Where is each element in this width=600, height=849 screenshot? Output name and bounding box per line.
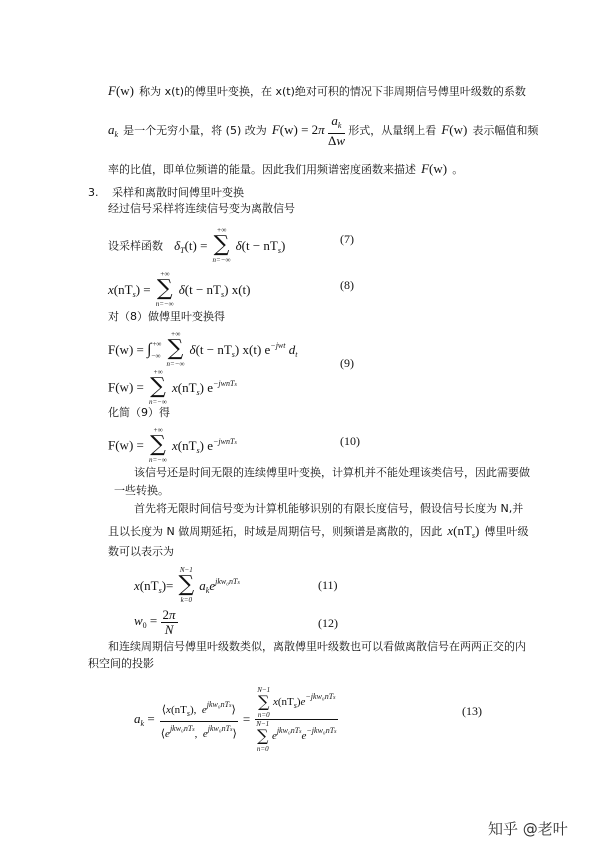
- section3-heading: [88, 186, 244, 200]
- section3-intro: 经过信号采样将连续信号变为离散信号: [108, 202, 295, 215]
- eq-number-10: (10): [340, 434, 360, 448]
- equation-9b: F(w) = +∞ ∑ n=−∞ $x(nT_s)$ $e^{-jwnTs}$: [108, 368, 237, 406]
- para1-line2-text-b: 形式，从量纲上看: [348, 123, 437, 137]
- formula-fw-2pi: F(w) = 2π $\frac{a_k}{\Delta w}$: [271, 113, 345, 148]
- equation-10: F(w) = +∞ ∑ n=−∞ $x(nT_s)$ $e^{-jwnTs}$: [108, 426, 237, 464]
- para-a-line1: 该信号还是时间无限的连续傅里叶变换，计算机并不能处理该类信号，因此需要做: [134, 466, 530, 479]
- para-b-line3: 数可以表示为: [108, 545, 174, 558]
- simplify-text: 化简（9）得: [108, 406, 170, 419]
- equation-9a: $F(w) = \int_{-\infty}^{+\infty}$ +∞ ∑ n=−∞ $\delta(t - nT_s)$ x(t) $e^{-jwt}$ $d_t$: [108, 330, 298, 368]
- para1-line2-text-c: 表示幅值和频: [472, 123, 539, 137]
- eq-number-9: (9): [340, 356, 354, 370]
- para1-line3-text-b: 。: [452, 163, 464, 176]
- para-b-line2: 且以长度为 N 做周期延拓，时域是周期信号，则频谱是离散的，因此 $x(nT_s)$ 傅里叶级: [108, 523, 529, 540]
- para1-line2: $a_k$ 是一个无穷小量，将 (5) 改为 F(w) = 2π $\frac{a_k}{\Delta w}$ 形式，从量纲上看 F(w) 表示幅值和频: [108, 113, 539, 148]
- para1-line2-text-a: 是一个无穷小量，将 (5) 改为: [123, 123, 267, 137]
- section-number: 3.: [88, 186, 99, 199]
- eq-number-8: (8): [340, 278, 354, 292]
- para-c-line2: 积空间的投影: [88, 657, 154, 670]
- sampling-label: 设采样函数: [108, 239, 163, 253]
- ft-of-8-text: 对（8）做傅里叶变换得: [108, 310, 225, 323]
- para1-line3: 率的比值，即单位频谱的能量。因此我们用频谱密度函数来描述 F(w) 。: [108, 161, 464, 176]
- para1-line3-text-a: 率的比值，即单位频谱的能量。因此我们用频谱密度函数来描述: [108, 163, 416, 176]
- equation-7: 设采样函数 $\delta_T(t)$ = +∞ ∑ n=−∞ $\delta(t - nT_s)$: [108, 226, 286, 264]
- watermark: 知乎 @老叶: [488, 820, 568, 838]
- para1-line1-text: 称为 x(t)的傅里叶变换，在 x(t)绝对可积的情况下非周期信号傅里叶级数的系数: [139, 85, 526, 98]
- eq-number-11: (11): [318, 578, 338, 592]
- eq-number-12: (12): [318, 616, 338, 630]
- equation-12: $w_0$ = $\frac{2\pi}{N}$: [134, 607, 176, 637]
- para-c-line1: 和连续周期信号傅里叶级数类似，离散傅里叶级数也可以看做离散信号在两两正交的内: [108, 640, 526, 653]
- eq-number-13: (13): [462, 704, 482, 718]
- equation-13: $a_k$ = $\frac{⟨x(nT_s), e^{jkw_0nTs}⟩}{⟨e^{jkw_0nTs}, e^{jkw_0nTs}⟩}$ = N−1 ∑ n=0 $x(nT_s)e^{-jkw_0nTs}$ N−1 ∑ n=0 $e^{jkw_0nTs}e^{-jkw_0nTs}$: [134, 686, 337, 753]
- para-b-line1: 首先将无限时间信号变为计算机能够识别的有限长度信号，假设信号长度为 N,并: [134, 502, 524, 515]
- para1-line1: F(w) 称为 x(t)的傅里叶变换，在 x(t)绝对可积的情况下非周期信号傅里叶级数的系数: [108, 83, 526, 98]
- section-title: 采样和离散时间傅里叶变换: [112, 186, 244, 199]
- para-b-line2-text-a: 且以长度为 N 做周期延拓，时域是周期信号，则频谱是离散的，因此: [108, 525, 443, 538]
- eq-number-7: (7): [340, 232, 354, 246]
- equation-11: $x(nT_s)=$ N−1 ∑ k=0 $a_ke^{jkw_0nTs}$: [134, 566, 240, 604]
- equation-8: $x(nT_s)$ = +∞ ∑ n=−∞ $\delta(t - nT_s)$ x(t): [108, 270, 251, 308]
- para-b-line2-text-b: 傅里叶级: [484, 525, 529, 538]
- para-a-line2: 一些转换。: [114, 484, 169, 497]
